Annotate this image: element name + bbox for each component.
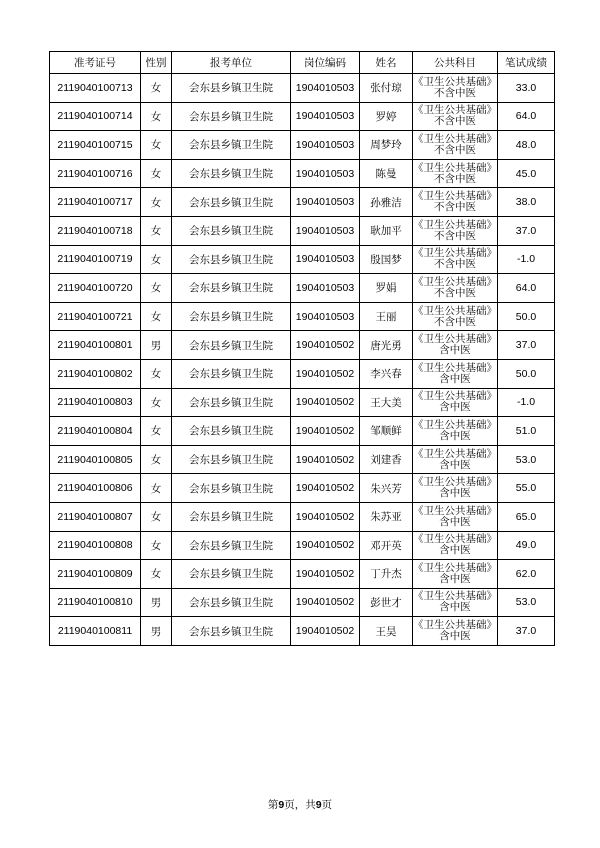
cell-post-code: 1904010502 bbox=[291, 588, 360, 617]
cell-exam-id: 2119040100811 bbox=[50, 617, 141, 646]
cell-exam-id: 2119040100805 bbox=[50, 445, 141, 474]
cell-name: 王大美 bbox=[360, 388, 413, 417]
cell-exam-id: 2119040100719 bbox=[50, 245, 141, 274]
cell-exam-id: 2119040100716 bbox=[50, 159, 141, 188]
cell-subject bbox=[413, 274, 498, 303]
cell-exam-id: 2119040100717 bbox=[50, 188, 141, 217]
table-row bbox=[50, 417, 555, 446]
cell-subject bbox=[413, 331, 498, 360]
cell-gender: 女 bbox=[141, 388, 172, 417]
table-row bbox=[50, 245, 555, 274]
cell-name: 陈曼 bbox=[360, 159, 413, 188]
subject-line-1: 《卫生公共基础》 bbox=[413, 304, 497, 317]
table-row bbox=[50, 617, 555, 646]
cell-exam-id: 2119040100714 bbox=[50, 102, 141, 131]
cell-score: 50.0 bbox=[498, 302, 555, 331]
subject-line-2: 含中医 bbox=[439, 458, 471, 471]
table-row bbox=[50, 588, 555, 617]
footer-prefix: 第 bbox=[267, 799, 279, 811]
cell-exam-id: 2119040100809 bbox=[50, 560, 141, 589]
cell-name: 朱苏亚 bbox=[360, 502, 413, 531]
cell-score: 45.0 bbox=[498, 159, 555, 188]
cell-post-code: 1904010502 bbox=[291, 617, 360, 646]
cell-unit: 会东县乡镇卫生院 bbox=[172, 188, 291, 217]
table-row bbox=[50, 131, 555, 160]
table-row bbox=[50, 388, 555, 417]
cell-post-code: 1904010503 bbox=[291, 74, 360, 103]
cell-gender: 男 bbox=[141, 331, 172, 360]
cell-post-code: 1904010503 bbox=[291, 102, 360, 131]
footer-total-pages: 9 bbox=[315, 799, 322, 811]
cell-subject bbox=[413, 302, 498, 331]
table-row bbox=[50, 102, 555, 131]
cell-subject bbox=[413, 531, 498, 560]
table-row bbox=[50, 331, 555, 360]
cell-unit: 会东县乡镇卫生院 bbox=[172, 159, 291, 188]
footer-middle: 页，共 bbox=[284, 799, 316, 811]
cell-unit: 会东县乡镇卫生院 bbox=[172, 617, 291, 646]
cell-gender: 女 bbox=[141, 74, 172, 103]
cell-name: 罗婷 bbox=[360, 102, 413, 131]
table-header-row bbox=[50, 52, 555, 74]
subject-line-1: 《卫生公共基础》 bbox=[413, 132, 497, 145]
cell-unit: 会东县乡镇卫生院 bbox=[172, 588, 291, 617]
cell-subject bbox=[413, 445, 498, 474]
cell-score: 62.0 bbox=[498, 560, 555, 589]
cell-unit: 会东县乡镇卫生院 bbox=[172, 531, 291, 560]
subject-line-1: 《卫生公共基础》 bbox=[413, 104, 497, 117]
cell-score: 37.0 bbox=[498, 216, 555, 245]
subject-line-2: 不含中医 bbox=[434, 229, 476, 242]
header-subject: 公共科目 bbox=[413, 52, 498, 74]
cell-score: 53.0 bbox=[498, 445, 555, 474]
subject-line-1: 《卫生公共基础》 bbox=[413, 75, 497, 88]
cell-name: 丁升杰 bbox=[360, 560, 413, 589]
cell-exam-id: 2119040100713 bbox=[50, 74, 141, 103]
cell-score: 64.0 bbox=[498, 102, 555, 131]
cell-score: 55.0 bbox=[498, 474, 555, 503]
subject-line-1: 《卫生公共基础》 bbox=[413, 590, 497, 603]
subject-line-1: 《卫生公共基础》 bbox=[413, 504, 497, 517]
subject-line-1: 《卫生公共基础》 bbox=[413, 190, 497, 203]
cell-subject bbox=[413, 188, 498, 217]
cell-name: 罗娟 bbox=[360, 274, 413, 303]
cell-exam-id: 2119040100803 bbox=[50, 388, 141, 417]
cell-name: 殷国梦 bbox=[360, 245, 413, 274]
cell-score: 38.0 bbox=[498, 188, 555, 217]
subject-line-1: 《卫生公共基础》 bbox=[413, 275, 497, 288]
cell-unit: 会东县乡镇卫生院 bbox=[172, 74, 291, 103]
table-row bbox=[50, 74, 555, 103]
cell-name: 王昊 bbox=[360, 617, 413, 646]
cell-score: 50.0 bbox=[498, 359, 555, 388]
page-footer bbox=[0, 797, 600, 812]
cell-post-code: 1904010503 bbox=[291, 302, 360, 331]
cell-unit: 会东县乡镇卫生院 bbox=[172, 359, 291, 388]
subject-line-2: 不含中医 bbox=[434, 286, 476, 299]
table-row bbox=[50, 531, 555, 560]
cell-score: 37.0 bbox=[498, 331, 555, 360]
cell-subject bbox=[413, 474, 498, 503]
subject-line-1: 《卫生公共基础》 bbox=[413, 533, 497, 546]
cell-gender: 女 bbox=[141, 417, 172, 446]
cell-name: 张付琼 bbox=[360, 74, 413, 103]
cell-name: 唐光勇 bbox=[360, 331, 413, 360]
table-row bbox=[50, 302, 555, 331]
cell-unit: 会东县乡镇卫生院 bbox=[172, 245, 291, 274]
cell-unit: 会东县乡镇卫生院 bbox=[172, 474, 291, 503]
header-post-code: 岗位编码 bbox=[291, 52, 360, 74]
cell-name: 朱兴芳 bbox=[360, 474, 413, 503]
table-row bbox=[50, 445, 555, 474]
cell-score: 53.0 bbox=[498, 588, 555, 617]
subject-line-2: 含中医 bbox=[439, 372, 471, 385]
cell-gender: 女 bbox=[141, 159, 172, 188]
cell-subject bbox=[413, 388, 498, 417]
cell-post-code: 1904010502 bbox=[291, 445, 360, 474]
subject-line-2: 含中医 bbox=[439, 601, 471, 614]
cell-score: -1.0 bbox=[498, 245, 555, 274]
cell-score: 49.0 bbox=[498, 531, 555, 560]
subject-line-2: 含中医 bbox=[439, 544, 471, 557]
cell-name: 邓开英 bbox=[360, 531, 413, 560]
table-row bbox=[50, 502, 555, 531]
subject-line-2: 不含中医 bbox=[434, 86, 476, 99]
subject-line-2: 不含中医 bbox=[434, 172, 476, 185]
table-row bbox=[50, 359, 555, 388]
cell-exam-id: 2119040100718 bbox=[50, 216, 141, 245]
cell-unit: 会东县乡镇卫生院 bbox=[172, 331, 291, 360]
subject-line-1: 《卫生公共基础》 bbox=[413, 247, 497, 260]
cell-post-code: 1904010503 bbox=[291, 159, 360, 188]
cell-subject bbox=[413, 359, 498, 388]
score-table bbox=[49, 51, 555, 646]
subject-line-1: 《卫生公共基础》 bbox=[413, 561, 497, 574]
cell-name: 周梦玲 bbox=[360, 131, 413, 160]
subject-line-1: 《卫生公共基础》 bbox=[413, 418, 497, 431]
cell-subject bbox=[413, 102, 498, 131]
cell-post-code: 1904010503 bbox=[291, 131, 360, 160]
cell-post-code: 1904010502 bbox=[291, 388, 360, 417]
subject-line-2: 含中医 bbox=[439, 401, 471, 414]
header-exam-id: 准考证号 bbox=[50, 52, 141, 74]
cell-score: 64.0 bbox=[498, 274, 555, 303]
cell-name: 彭世才 bbox=[360, 588, 413, 617]
table-row bbox=[50, 274, 555, 303]
subject-line-1: 《卫生公共基础》 bbox=[413, 361, 497, 374]
subject-line-2: 不含中医 bbox=[434, 258, 476, 271]
header-score: 笔试成绩 bbox=[498, 52, 555, 74]
header-name: 姓名 bbox=[360, 52, 413, 74]
subject-line-1: 《卫生公共基础》 bbox=[413, 333, 497, 346]
cell-gender: 女 bbox=[141, 274, 172, 303]
cell-post-code: 1904010503 bbox=[291, 274, 360, 303]
cell-unit: 会东县乡镇卫生院 bbox=[172, 102, 291, 131]
subject-line-2: 含中医 bbox=[439, 572, 471, 585]
cell-subject bbox=[413, 617, 498, 646]
cell-post-code: 1904010502 bbox=[291, 417, 360, 446]
subject-line-1: 《卫生公共基础》 bbox=[413, 390, 497, 403]
subject-line-2: 含中医 bbox=[439, 630, 471, 643]
cell-post-code: 1904010503 bbox=[291, 245, 360, 274]
cell-subject bbox=[413, 159, 498, 188]
cell-unit: 会东县乡镇卫生院 bbox=[172, 131, 291, 160]
cell-subject bbox=[413, 74, 498, 103]
cell-exam-id: 2119040100721 bbox=[50, 302, 141, 331]
cell-gender: 女 bbox=[141, 102, 172, 131]
cell-post-code: 1904010502 bbox=[291, 359, 360, 388]
cell-exam-id: 2119040100802 bbox=[50, 359, 141, 388]
cell-name: 孙雅洁 bbox=[360, 188, 413, 217]
cell-score: 37.0 bbox=[498, 617, 555, 646]
cell-unit: 会东县乡镇卫生院 bbox=[172, 417, 291, 446]
subject-line-1: 《卫生公共基础》 bbox=[413, 476, 497, 489]
cell-exam-id: 2119040100715 bbox=[50, 131, 141, 160]
subject-line-2: 不含中医 bbox=[434, 143, 476, 156]
cell-name: 耿加平 bbox=[360, 216, 413, 245]
cell-unit: 会东县乡镇卫生院 bbox=[172, 216, 291, 245]
table-row bbox=[50, 216, 555, 245]
cell-post-code: 1904010502 bbox=[291, 560, 360, 589]
cell-gender: 女 bbox=[141, 531, 172, 560]
cell-gender: 女 bbox=[141, 131, 172, 160]
table-row bbox=[50, 560, 555, 589]
cell-gender: 女 bbox=[141, 359, 172, 388]
cell-score: -1.0 bbox=[498, 388, 555, 417]
cell-subject bbox=[413, 560, 498, 589]
cell-name: 李兴春 bbox=[360, 359, 413, 388]
cell-name: 王丽 bbox=[360, 302, 413, 331]
footer-suffix: 页 bbox=[321, 799, 333, 811]
cell-gender: 女 bbox=[141, 474, 172, 503]
cell-gender: 女 bbox=[141, 302, 172, 331]
header-unit: 报考单位 bbox=[172, 52, 291, 74]
footer-page-number: 9 bbox=[278, 799, 285, 811]
cell-exam-id: 2119040100808 bbox=[50, 531, 141, 560]
cell-score: 48.0 bbox=[498, 131, 555, 160]
cell-gender: 男 bbox=[141, 617, 172, 646]
subject-line-1: 《卫生公共基础》 bbox=[413, 161, 497, 174]
cell-subject bbox=[413, 502, 498, 531]
subject-line-2: 含中医 bbox=[439, 487, 471, 500]
cell-gender: 女 bbox=[141, 216, 172, 245]
cell-gender: 男 bbox=[141, 588, 172, 617]
subject-line-1: 《卫生公共基础》 bbox=[413, 619, 497, 632]
subject-line-2: 不含中医 bbox=[434, 201, 476, 214]
cell-subject bbox=[413, 417, 498, 446]
cell-gender: 女 bbox=[141, 188, 172, 217]
cell-subject bbox=[413, 131, 498, 160]
cell-score: 51.0 bbox=[498, 417, 555, 446]
cell-exam-id: 2119040100806 bbox=[50, 474, 141, 503]
cell-exam-id: 2119040100804 bbox=[50, 417, 141, 446]
cell-name: 邹顺鲜 bbox=[360, 417, 413, 446]
cell-score: 33.0 bbox=[498, 74, 555, 103]
cell-exam-id: 2119040100720 bbox=[50, 274, 141, 303]
table-row bbox=[50, 159, 555, 188]
cell-unit: 会东县乡镇卫生院 bbox=[172, 388, 291, 417]
subject-line-2: 含中医 bbox=[439, 515, 471, 528]
cell-subject bbox=[413, 588, 498, 617]
cell-post-code: 1904010502 bbox=[291, 502, 360, 531]
table-row bbox=[50, 474, 555, 503]
cell-name: 刘建香 bbox=[360, 445, 413, 474]
cell-unit: 会东县乡镇卫生院 bbox=[172, 274, 291, 303]
cell-post-code: 1904010502 bbox=[291, 474, 360, 503]
cell-post-code: 1904010502 bbox=[291, 531, 360, 560]
cell-gender: 女 bbox=[141, 502, 172, 531]
cell-score: 65.0 bbox=[498, 502, 555, 531]
subject-line-2: 不含中医 bbox=[434, 115, 476, 128]
subject-line-2: 不含中医 bbox=[434, 315, 476, 328]
subject-line-2: 含中医 bbox=[439, 344, 471, 357]
header-gender: 性别 bbox=[141, 52, 172, 74]
subject-line-2: 含中医 bbox=[439, 429, 471, 442]
table-row bbox=[50, 188, 555, 217]
cell-unit: 会东县乡镇卫生院 bbox=[172, 502, 291, 531]
cell-gender: 女 bbox=[141, 245, 172, 274]
cell-unit: 会东县乡镇卫生院 bbox=[172, 560, 291, 589]
cell-exam-id: 2119040100807 bbox=[50, 502, 141, 531]
cell-gender: 女 bbox=[141, 445, 172, 474]
subject-line-1: 《卫生公共基础》 bbox=[413, 218, 497, 231]
cell-subject bbox=[413, 245, 498, 274]
cell-post-code: 1904010502 bbox=[291, 331, 360, 360]
cell-gender: 女 bbox=[141, 560, 172, 589]
cell-subject bbox=[413, 216, 498, 245]
subject-line-1: 《卫生公共基础》 bbox=[413, 447, 497, 460]
cell-unit: 会东县乡镇卫生院 bbox=[172, 445, 291, 474]
cell-exam-id: 2119040100801 bbox=[50, 331, 141, 360]
table-body bbox=[50, 74, 555, 646]
cell-exam-id: 2119040100810 bbox=[50, 588, 141, 617]
cell-unit: 会东县乡镇卫生院 bbox=[172, 302, 291, 331]
cell-post-code: 1904010503 bbox=[291, 216, 360, 245]
cell-post-code: 1904010503 bbox=[291, 188, 360, 217]
